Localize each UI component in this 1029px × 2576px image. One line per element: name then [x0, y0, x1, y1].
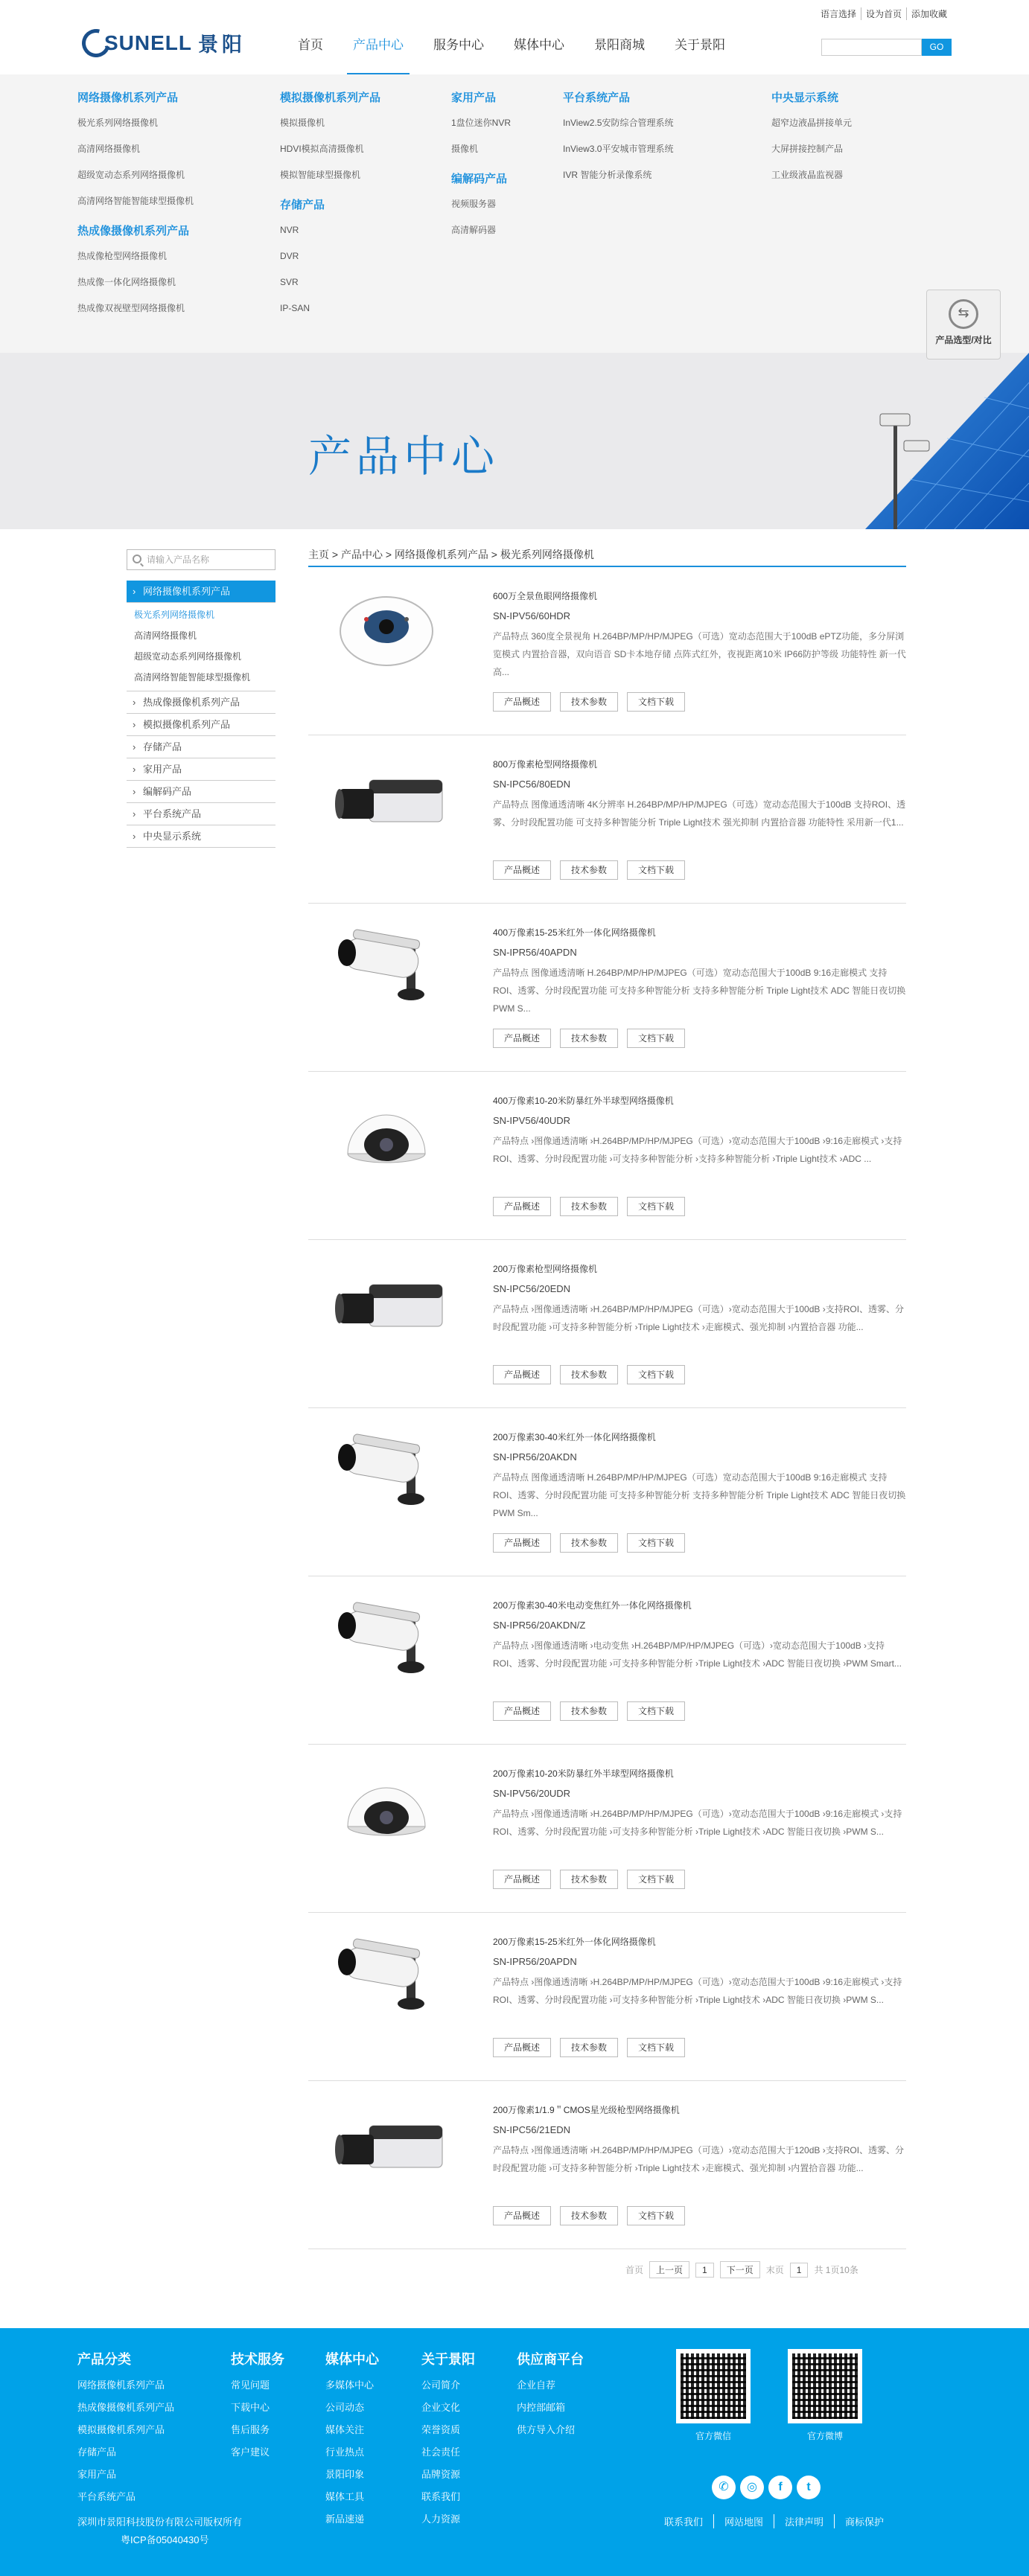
dropdown-category[interactable]: 存储产品: [280, 199, 325, 211]
nav-home[interactable]: 首页: [298, 38, 323, 52]
sidebar-category[interactable]: › 平台系统产品: [127, 803, 275, 825]
product-description: 产品特点 ›图像通透清晰 ›H.264BP/MP/HP/MJPEG（可选）›宽动态范围大于100dB ›9:16走廊模式 ›支持ROI、透雾、分时段配置功能 ›可支持多种智能分析 ›Triple Light技术 ›ADC 智能日夜切换 ›PWM S...: [493, 1977, 902, 2005]
footer-link[interactable]: 企业文化: [421, 2402, 461, 2413]
product-buttons: [493, 1029, 685, 1048]
main-nav: [283, 34, 740, 74]
product-buttons: [493, 2038, 685, 2057]
sidebar-category[interactable]: › 存储产品: [127, 736, 275, 758]
footer-legal-link[interactable]: 法律声明: [774, 2514, 834, 2528]
dropdown-item[interactable]: IVR 智能分析录像系统: [563, 170, 652, 180]
banner-title: 产品中心: [308, 432, 500, 481]
overview-button[interactable]: 产品概述: [493, 2206, 551, 2225]
dropdown-item[interactable]: 超级宽动态系列网络摄像机: [77, 170, 185, 180]
product-model: SN-IPC56/20EDN: [493, 1283, 571, 1294]
footer-link[interactable]: 行业热点: [325, 2446, 365, 2458]
specs-button[interactable]: 技术参数: [560, 1029, 618, 1048]
product-description: 产品特点 ›图像通透清晰 ›H.264BP/MP/HP/MJPEG（可选）›宽动态范围大于100dB ›9:16走廊模式 ›支持ROI、透雾、分时段配置功能 ›可支持多种智能分析 ›支持多种智能分析 ›Triple Light技术 ›ADC ...: [493, 1136, 902, 1164]
footer-sitemap-link[interactable]: 网站地图: [713, 2514, 774, 2528]
sidebar-category[interactable]: › 家用产品: [127, 758, 275, 781]
download-button[interactable]: 文档下载: [627, 692, 685, 712]
overview-button[interactable]: 产品概述: [493, 1365, 551, 1384]
download-button[interactable]: 文档下载: [627, 1197, 685, 1216]
dropdown-item[interactable]: SVR: [280, 277, 299, 287]
product-name[interactable]: 200万像素1/1.9＂CMOS星光级枪型网络摄像机: [493, 2105, 680, 2115]
compare-label: 产品选型/对比: [935, 335, 992, 345]
breadcrumb[interactable]: 主页 > 产品中心 > 网络摄像机系列产品 > 极光系列网络摄像机: [308, 542, 906, 567]
footer-link[interactable]: 平台系统产品: [77, 2491, 136, 2502]
product-model: SN-IPR56/40APDN: [493, 947, 577, 958]
footer-link[interactable]: 公司简介: [421, 2380, 461, 2391]
overview-button[interactable]: 产品概述: [493, 1701, 551, 1721]
dropdown-col-display: [771, 89, 852, 192]
product-name[interactable]: 400万像素10-20米防暴红外半球型网络摄像机: [493, 1096, 674, 1106]
dropdown-item[interactable]: 热成像一体化网络摄像机: [77, 277, 176, 287]
product-item: [308, 2081, 906, 2249]
product-name[interactable]: 400万像素15-25米红外一体化网络摄像机: [493, 927, 656, 938]
product-name[interactable]: 600万全景鱼眼网络摄像机: [493, 591, 598, 601]
footer-col-supplier: [517, 2349, 584, 2441]
download-button[interactable]: 文档下载: [627, 2038, 685, 2057]
twitter-icon[interactable]: t: [797, 2476, 821, 2499]
qr-label-wechat: 官方微信: [695, 2431, 731, 2441]
pagination: [625, 2261, 858, 2278]
footer-link[interactable]: 供方导入介绍: [517, 2424, 576, 2435]
dropdown-item[interactable]: 1盘位迷你NVR: [451, 118, 512, 128]
icp-number[interactable]: 粤ICP备05040430号: [121, 2534, 209, 2545]
dropdown-item[interactable]: 视频服务器: [451, 199, 497, 209]
product-image[interactable]: [323, 1419, 450, 1523]
sidebar-search-input[interactable]: [127, 549, 275, 570]
product-model: SN-IPV56/40UDR: [493, 1115, 571, 1126]
product-description: 产品特点 图像通透清晰 4K分辨率 H.264BP/MP/HP/MJPEG（可选）宽动态范围大于100dB 支持ROI、透雾、分时段配置功能 可支持多种智能分析 Triple Light技术 强光抑制 内置拾音器 功能特性 采用新一代1...: [493, 799, 906, 828]
dropdown-item[interactable]: 工业级液晶监视器: [771, 170, 844, 180]
overview-button[interactable]: 产品概述: [493, 1870, 551, 1889]
header-search-input[interactable]: [821, 39, 922, 56]
product-model: SN-IPC56/80EDN: [493, 779, 571, 790]
sidebar-subitem[interactable]: 超级宽动态系列网络摄像机: [134, 651, 242, 662]
sidebar-category[interactable]: › 编解码产品: [127, 781, 275, 803]
download-button[interactable]: 文档下载: [627, 1029, 685, 1048]
dropdown-item[interactable]: 高清网络智能智能球型摄像机: [77, 196, 194, 206]
footer-link[interactable]: 存储产品: [77, 2446, 117, 2458]
overview-button[interactable]: 产品概述: [493, 1197, 551, 1216]
footer-heading: 供应商平台: [517, 2352, 584, 2367]
specs-button[interactable]: 技术参数: [560, 1533, 618, 1553]
copyright: 深圳市景阳科技股份有限公司版权所有: [77, 2516, 243, 2528]
product-item: [308, 1072, 906, 1240]
logo-mark-icon: [77, 24, 115, 63]
footer-link[interactable]: 媒体工具: [325, 2491, 365, 2502]
header: [0, 0, 1029, 74]
footer-heading: 产品分类: [77, 2352, 131, 2367]
footer-contact-link[interactable]: 联系我们: [664, 2516, 704, 2528]
product-image[interactable]: [323, 746, 450, 850]
footer-trademark-link[interactable]: 商标保护: [834, 2514, 894, 2528]
logo[interactable]: [82, 28, 246, 57]
product-buttons: [493, 1701, 685, 1721]
sidebar: [127, 549, 275, 848]
dropdown-category[interactable]: 热成像摄像机系列产品: [77, 225, 190, 237]
dropdown-item[interactable]: 热成像双视壁型网络摄像机: [77, 303, 185, 313]
product-name[interactable]: 200万像素枪型网络摄像机: [493, 1264, 598, 1274]
overview-button[interactable]: 产品概述: [493, 2038, 551, 2057]
specs-button[interactable]: 技术参数: [560, 1365, 618, 1384]
download-button[interactable]: 文档下载: [627, 1365, 685, 1384]
dropdown-item[interactable]: IP-SAN: [280, 303, 310, 313]
sidebar-category[interactable]: › 热成像摄像机系列产品: [127, 691, 275, 714]
sidebar-subitem[interactable]: 极光系列网络摄像机: [134, 610, 215, 620]
search-go-button[interactable]: GO: [922, 39, 952, 56]
download-button[interactable]: 文档下载: [627, 1870, 685, 1889]
footer-link[interactable]: 联系我们: [421, 2491, 461, 2502]
compare-icon: [949, 299, 978, 329]
pager-first[interactable]: 首页: [625, 2265, 644, 2275]
footer-col-service: [231, 2349, 284, 2464]
product-item: [308, 1408, 906, 1576]
product-model: SN-IPV56/20UDR: [493, 1788, 571, 1799]
product-buttons: [493, 2206, 685, 2225]
dropdown-item[interactable]: 极光系列网络摄像机: [77, 118, 159, 128]
search-icon: [133, 554, 141, 563]
footer-col-media: [325, 2349, 379, 2531]
download-button[interactable]: 文档下载: [627, 860, 685, 880]
overview-button[interactable]: 产品概述: [493, 1029, 551, 1048]
specs-button[interactable]: 技术参数: [560, 2206, 618, 2225]
nav-service[interactable]: 服务中心: [433, 38, 484, 52]
dropdown-item[interactable]: 大屏拼接控制产品: [771, 144, 844, 154]
footer-link[interactable]: 社会责任: [421, 2446, 461, 2458]
footer-col-about: [421, 2349, 475, 2531]
product-item: [308, 904, 906, 1072]
dropdown-item[interactable]: 模拟智能球型摄像机: [280, 170, 361, 180]
product-description: 产品特点 ›图像通透清晰 ›电动变焦 ›H.264BP/MP/HP/MJPEG（可选）›宽动态范围大于100dB ›支持ROI、透雾、分时段配置功能 ›可支持多种智能分析 ›Triple Light技术 ›ADC 智能日夜切换 ›PWM Smart...: [493, 1640, 902, 1669]
product-image[interactable]: [323, 578, 450, 682]
product-image[interactable]: [323, 914, 450, 1018]
product-items: [308, 567, 906, 2249]
product-item: [308, 1576, 906, 1745]
nav-about[interactable]: 关于景阳: [675, 38, 725, 52]
product-buttons: [493, 1870, 685, 1889]
overview-button[interactable]: 产品概述: [493, 860, 551, 880]
language-link[interactable]: 语言选择: [820, 9, 856, 19]
specs-button[interactable]: 技术参数: [560, 860, 618, 880]
dropdown-category[interactable]: 平台系统产品: [563, 92, 631, 104]
product-image[interactable]: [323, 1923, 450, 2027]
sidebar-subitem[interactable]: 高清网络智能智能球型摄像机: [134, 672, 251, 683]
product-description: 产品特点 图像通透清晰 H.264BP/MP/HP/MJPEG（可选）宽动态范围大于100dB 9:16走廊模式 支持ROI、透雾、分时段配置功能 可支持多种智能分析 支持多种智能分析 Triple Light技术 ADC 智能日夜切换 PWM Sm...: [493, 1472, 906, 1518]
nav-media[interactable]: 媒体中心: [514, 38, 564, 52]
download-button[interactable]: 文档下载: [627, 1533, 685, 1553]
logo-text: SUNELL: [104, 31, 192, 54]
footer-heading: 技术服务: [231, 2352, 284, 2367]
product-item: [308, 735, 906, 904]
dropdown-col-platform: [563, 89, 673, 192]
product-name[interactable]: 200万像素30-40米红外一体化网络摄像机: [493, 1432, 656, 1442]
dropdown-item[interactable]: NVR: [280, 225, 299, 235]
footer-bottom-links: [654, 2514, 894, 2528]
product-item: [308, 1745, 906, 1913]
footer-link[interactable]: 新品速递: [325, 2513, 365, 2525]
banner-building-image: [806, 353, 1029, 529]
weibo-icon[interactable]: ◎: [740, 2476, 764, 2499]
product-item: [308, 567, 906, 735]
utility-links: [816, 7, 952, 20]
footer-heading: 关于景阳: [421, 2352, 475, 2367]
footer: [0, 2328, 1029, 2576]
sidebar-search-placeholder: 请输入产品名称: [147, 554, 210, 565]
footer-link[interactable]: 公司动态: [325, 2402, 365, 2413]
pager-select[interactable]: 1: [790, 2263, 809, 2278]
product-image[interactable]: [323, 1587, 450, 1691]
dropdown-item[interactable]: InView3.0平安城市管理系统: [563, 144, 674, 154]
product-item: [308, 1240, 906, 1408]
product-image[interactable]: [323, 1082, 450, 1186]
specs-button[interactable]: 技术参数: [560, 1870, 618, 1889]
banner: [0, 353, 1029, 529]
dropdown-item[interactable]: 摄像机: [451, 144, 479, 154]
specs-button[interactable]: 技术参数: [560, 1197, 618, 1216]
facebook-icon[interactable]: f: [768, 2476, 792, 2499]
product-model: SN-IPR56/20APDN: [493, 1956, 577, 1967]
footer-col-products: [77, 2349, 174, 2508]
footer-link[interactable]: 品牌资源: [421, 2469, 461, 2480]
product-description: 产品特点 ›图像通透清晰 ›H.264BP/MP/HP/MJPEG（可选）›宽动态范围大于100dB ›支持ROI、透雾、分时段配置功能 ›可支持多种智能分析 ›Triple Light技术 ›走廊模式、强光抑制 ›内置拾音器 功能...: [493, 1304, 905, 1332]
dropdown-category[interactable]: 中央显示系统: [771, 92, 839, 104]
product-item: [308, 1913, 906, 2081]
footer-link[interactable]: 常见问题: [231, 2380, 270, 2391]
pager-current[interactable]: 1: [695, 2263, 714, 2278]
product-name[interactable]: 800万像素枪型网络摄像机: [493, 759, 598, 770]
set-homepage-link[interactable]: 设为首页: [861, 7, 906, 20]
overview-button[interactable]: 产品概述: [493, 1533, 551, 1553]
dropdown-item[interactable]: 高清解码器: [451, 225, 497, 235]
footer-link[interactable]: 内控部邮箱: [517, 2402, 566, 2413]
sidebar-subitems: [127, 603, 275, 691]
overview-button[interactable]: 产品概述: [493, 692, 551, 712]
specs-button[interactable]: 技术参数: [560, 1701, 618, 1721]
footer-link[interactable]: 售后服务: [231, 2424, 270, 2435]
product-description: 产品特点 360度全景视角 H.264BP/MP/HP/MJPEG（可选）宽动态范围大于100dB ePTZ功能，多分屏浏览模式 内置拾音器，双向语音 SD卡本地存储 点阵式红外，夜视距离10米 IP66防护等级 功能特性 新一代高...: [493, 631, 906, 677]
product-buttons: [493, 1197, 685, 1216]
sidebar-category[interactable]: › 中央显示系统: [127, 825, 275, 848]
dropdown-item[interactable]: InView2.5安防综合管理系统: [563, 118, 674, 128]
pager-prev[interactable]: 上一页: [649, 2261, 689, 2278]
logo-cn: 景阳: [198, 33, 246, 56]
dropdown-item[interactable]: 高清网络摄像机: [77, 144, 141, 154]
product-description: 产品特点 ›图像通透清晰 ›H.264BP/MP/HP/MJPEG（可选）›宽动态范围大于100dB ›9:16走廊模式 ›支持ROI、透雾、分时段配置功能 ›可支持多种智能分析 ›Triple Light技术 ›ADC 智能日夜切换 ›PWM S...: [493, 1809, 902, 1837]
nav-products[interactable]: 产品中心: [338, 34, 418, 74]
dropdown-category[interactable]: 编解码产品: [451, 173, 508, 185]
dropdown-item[interactable]: DVR: [280, 251, 299, 261]
nav-mall[interactable]: 景阳商城: [594, 38, 645, 52]
pager-last[interactable]: 末页: [765, 2265, 784, 2275]
footer-link[interactable]: 网络摄像机系列产品: [77, 2380, 165, 2391]
product-model: SN-IPR56/20AKDN: [493, 1451, 577, 1463]
product-description: 产品特点 图像通透清晰 H.264BP/MP/HP/MJPEG（可选）宽动态范围大于100dB 9:16走廊模式 支持ROI、透雾、分时段配置功能 可支持多种智能分析 支持多种智能分析 Triple Light技术 ADC 智能日夜切换 PWM S...: [493, 968, 906, 1014]
product-buttons: [493, 1365, 685, 1384]
wechat-icon[interactable]: ✆: [712, 2476, 736, 2499]
product-name[interactable]: 200万像素30-40米电动变焦红外一体化网络摄像机: [493, 1600, 692, 1611]
specs-button[interactable]: 技术参数: [560, 2038, 618, 2057]
dropdown-col-home: [451, 89, 511, 247]
footer-link[interactable]: 媒体关注: [325, 2424, 365, 2435]
product-image[interactable]: [323, 1250, 450, 1355]
products-dropdown: [0, 74, 1029, 353]
footer-link[interactable]: 家用产品: [77, 2469, 117, 2480]
footer-link[interactable]: 荣誉资质: [421, 2424, 461, 2435]
dropdown-item[interactable]: 热成像枪型网络摄像机: [77, 251, 168, 261]
footer-link[interactable]: 模拟摄像机系列产品: [77, 2424, 165, 2435]
product-name[interactable]: 200万像素15-25米红外一体化网络摄像机: [493, 1937, 656, 1947]
download-button[interactable]: 文档下载: [627, 1701, 685, 1721]
product-description: 产品特点 ›图像通透清晰 ›H.264BP/MP/HP/MJPEG（可选）›宽动态范围大于120dB ›支持ROI、透雾、分时段配置功能 ›可支持多种智能分析 ›Triple Light技术 ›走廊模式、强光抑制 ›内置拾音器 功能...: [493, 2145, 905, 2173]
pager-summary: 共 1页10条: [814, 2265, 858, 2275]
product-compare-widget[interactable]: [926, 290, 1001, 359]
product-model: SN-IPR56/20AKDN/Z: [493, 1620, 586, 1631]
product-image[interactable]: [323, 1755, 450, 1859]
dropdown-item[interactable]: 超窄边液晶拼接单元: [771, 118, 853, 128]
download-button[interactable]: 文档下载: [627, 2206, 685, 2225]
specs-button[interactable]: 技术参数: [560, 692, 618, 712]
footer-heading: 媒体中心: [325, 2352, 379, 2367]
sidebar-subitem[interactable]: 高清网络摄像机: [134, 630, 197, 641]
weibo-qr-code: [788, 2349, 862, 2423]
footer-link[interactable]: 人力资源: [421, 2513, 461, 2525]
footer-link[interactable]: 企业自荐: [517, 2380, 556, 2391]
dropdown-item[interactable]: 模拟摄像机: [280, 118, 325, 128]
product-list: [308, 542, 906, 2249]
dropdown-category[interactable]: 家用产品: [451, 92, 497, 104]
dropdown-item[interactable]: HDVI模拟高清摄像机: [280, 144, 364, 154]
dropdown-category[interactable]: 模拟摄像机系列产品: [280, 92, 381, 104]
footer-link[interactable]: 多媒体中心: [325, 2380, 375, 2391]
product-buttons: [493, 860, 685, 880]
dropdown-category[interactable]: 网络摄像机系列产品: [77, 92, 179, 104]
dropdown-col-analog: [280, 89, 380, 325]
product-buttons: [493, 1533, 685, 1553]
add-favorite-link[interactable]: 添加收藏: [906, 7, 952, 20]
wechat-qr-code: [676, 2349, 751, 2423]
product-image[interactable]: [323, 2091, 450, 2196]
pager-next[interactable]: 下一页: [720, 2261, 760, 2278]
footer-link[interactable]: 客户建议: [231, 2446, 270, 2458]
qr-label-weibo: 官方微博: [806, 2431, 843, 2441]
sidebar-category-open[interactable]: › 网络摄像机系列产品: [127, 581, 275, 603]
footer-link[interactable]: 景阳印象: [325, 2469, 365, 2480]
product-name[interactable]: 200万像素10-20米防暴红外半球型网络摄像机: [493, 1768, 674, 1779]
footer-link[interactable]: 热成像摄像机系列产品: [77, 2402, 175, 2413]
product-model: SN-IPC56/21EDN: [493, 2124, 571, 2135]
product-buttons: [493, 692, 685, 712]
dropdown-col-network: [77, 89, 194, 325]
sidebar-category[interactable]: › 模拟摄像机系列产品: [127, 714, 275, 736]
footer-link[interactable]: 下载中心: [231, 2402, 270, 2413]
product-model: SN-IPV56/60HDR: [493, 610, 571, 621]
